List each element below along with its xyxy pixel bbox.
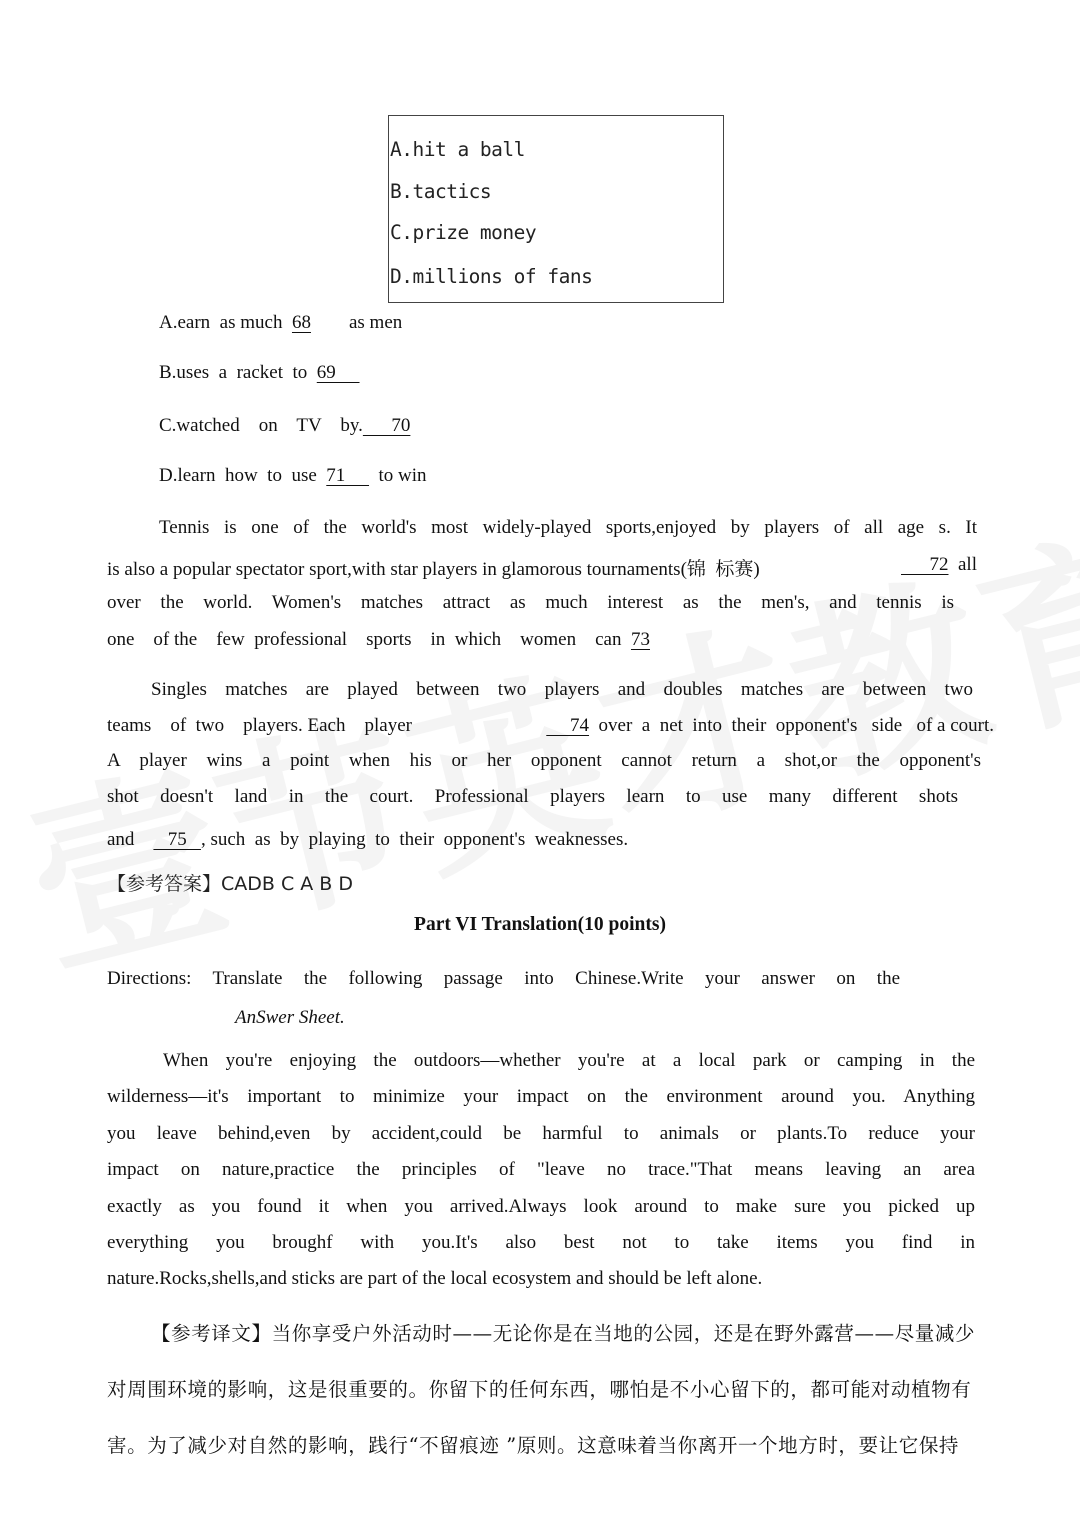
blank-70: 70 xyxy=(362,415,411,436)
question-text: B.uses a racket to xyxy=(159,362,317,383)
blank-69: 69 xyxy=(316,362,360,383)
passage-text: teams of two players. Each player xyxy=(107,715,431,736)
passage3-line7: nature.Rocks,shells,and sticks are part of the local ecosystem and should be left alone. xyxy=(107,1268,763,1289)
passage-text: is also a popular spectator sport,with star players in glamorous tournaments(锦 标赛) xyxy=(107,559,770,580)
blank-75: 75 xyxy=(153,829,201,850)
passage-text: one of the few professional sports in which women can xyxy=(107,629,631,650)
question-68 xyxy=(159,312,402,334)
question-69 xyxy=(159,362,360,384)
option-a: A.hit a ball xyxy=(390,138,525,161)
passage3-line5: exactly as you found it when you arrived.Always look around to make sure you picked up xyxy=(107,1196,975,1217)
passage3-line6: everything you broughf with you.It's also best not to take items you find in xyxy=(107,1232,975,1253)
blank-73: 73 xyxy=(630,629,650,650)
blank-68: 68 xyxy=(291,312,311,333)
passage1-line2 xyxy=(107,554,977,581)
passage3-line4: impact on nature,practice the principles of "leave no trace."That means leaving an area xyxy=(107,1159,975,1180)
passage2-line4: shot doesn't land in the court. Professional players learn to use many different shots xyxy=(107,786,958,807)
passage3-line3: you leave behind,even by accident,could be harmful to animals or plants.To reduce your xyxy=(107,1123,975,1144)
question-text: C.watched on TV by. xyxy=(159,415,363,436)
passage-text: and xyxy=(107,829,154,850)
question-text: to win xyxy=(369,465,427,486)
translation-line2: 对周围环境的影响，这是很重要的。你留下的任何东西，哪怕是不小心留下的，都可能对动植物有 xyxy=(107,1378,972,1401)
option-b: B.tactics xyxy=(390,180,492,203)
question-text: as men xyxy=(310,312,403,333)
part-heading: Part VI Translation(10 points) xyxy=(414,914,666,935)
passage2-line2 xyxy=(107,715,994,737)
translation-line3: 害。为了减少对自然的影响，践行“不留痕迹 ”原则。这意味着当你离开一个地方时，要让它保持 xyxy=(107,1434,960,1457)
passage-text: , such as by playing to their opponent's weaknesses. xyxy=(200,829,629,850)
blank-74: 74 xyxy=(546,715,590,736)
directions-line1: Directions: Translate the following passage into Chinese.Write your answer on the xyxy=(107,968,900,989)
translation-line1: 【参考译文】当你享受户外活动时——无论你是在当地的公园，还是在野外露营——尽量减少 xyxy=(151,1322,976,1345)
passage1-line3: over the world. Women's matches attract as much interest as the men's, and tennis is xyxy=(107,592,954,613)
option-c: C.prize money xyxy=(390,221,537,244)
blank-71: 71 xyxy=(326,465,370,486)
passage3-line1: When you're enjoying the outdoors—whether you're at a local park or camping in the xyxy=(163,1050,975,1071)
passage3-line2: wilderness—it's important to minimize your impact on the environment around you. Anything xyxy=(107,1086,975,1107)
passage2-line1: Singles matches are played between two players and doubles matches are between two xyxy=(151,679,973,700)
question-text: A.earn as much xyxy=(159,312,292,333)
blank-72: 72 xyxy=(901,554,949,575)
option-d: D.millions of fans xyxy=(390,265,593,288)
question-71 xyxy=(159,465,427,487)
passage1-line1: Tennis is one of the world's most widely-played sports,enjoyed by players of all age s. It xyxy=(159,517,977,538)
question-text: D.learn how to use xyxy=(159,465,327,486)
directions-line2: AnSwer Sheet. xyxy=(235,1007,345,1028)
answer-key: 【参考答案】CADB C A B D xyxy=(107,873,354,895)
question-70 xyxy=(159,415,410,437)
options-box xyxy=(388,115,724,303)
passage-text: all xyxy=(948,554,977,575)
passage1-line4 xyxy=(107,629,650,651)
passage2-line5 xyxy=(107,829,628,851)
passage-text: over a net into their opponent's side of a court. xyxy=(589,715,994,736)
passage2-line3: A player wins a point when his or her opponent cannot return a shot,or the opponent's xyxy=(107,750,981,771)
